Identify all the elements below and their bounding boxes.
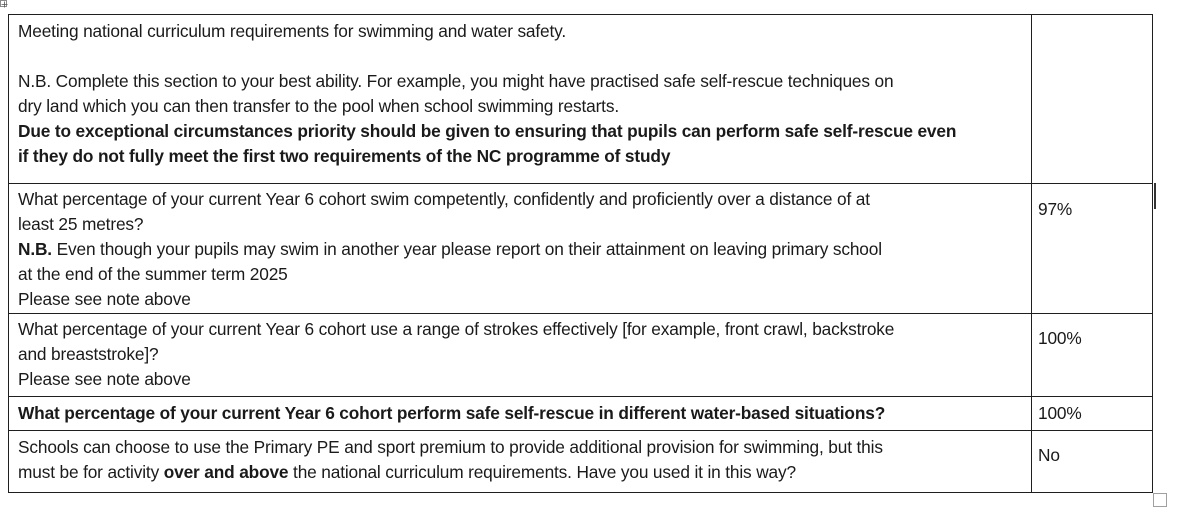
question-line: and breaststroke]? <box>18 344 159 364</box>
table-move-handle[interactable] <box>0 0 7 7</box>
answer-value: 100% <box>1038 328 1082 348</box>
question-line: What percentage of your current Year 6 cohort use a range of strokes effectively [for example, front crawl, backstroke <box>18 319 895 339</box>
answer-cell-empty[interactable] <box>1032 15 1153 184</box>
see-note-line: Please see note above <box>18 289 191 309</box>
answer-value: 100% <box>1038 403 1082 423</box>
see-note-line: Please see note above <box>18 369 191 389</box>
answer-cell-strokes[interactable] <box>1032 314 1153 397</box>
swimming-requirements-table <box>8 14 1153 493</box>
question-cell[interactable] <box>9 15 1032 184</box>
nb-label: N.B. <box>18 239 52 259</box>
column-resize-cursor[interactable] <box>1154 183 1156 209</box>
nb-note-line-1: N.B. Complete this section to your best ability. For example, you might have practised safe self-rescue techniques on <box>18 71 894 91</box>
priority-note-line-2: if they do not fully meet the first two requirements of the NC programme of study <box>18 146 671 166</box>
nb-text: Even though your pupils may swim in another year please report on their attainment on leaving primary school <box>51 239 882 259</box>
text-segment: the national curriculum requirements. Have you used it in this way? <box>288 462 796 482</box>
question-line: least 25 metres? <box>18 214 144 234</box>
move-arrows-icon <box>1 1 8 8</box>
table-row-premium-usage <box>9 431 1153 493</box>
question-line: at the end of the summer term 2025 <box>18 264 288 284</box>
answer-value: 97% <box>1038 199 1073 219</box>
question-cell[interactable] <box>9 397 1032 431</box>
question-cell[interactable] <box>9 431 1032 493</box>
question-line: What percentage of your current Year 6 cohort swim competently, confidently and proficiently over a distance of at <box>18 189 870 209</box>
answer-cell-premium-usage[interactable] <box>1032 431 1153 493</box>
question-cell[interactable] <box>9 314 1032 397</box>
answer-cell-swim-25m[interactable] <box>1032 184 1153 314</box>
answer-value: No <box>1038 445 1060 465</box>
nb-line <box>18 237 1023 262</box>
nb-note-line-2: dry land which you can then transfer to the pool when school swimming restarts. <box>18 96 619 116</box>
table-row-swim-25m <box>9 184 1153 314</box>
blank-line <box>18 44 1023 69</box>
question-line <box>18 460 1023 485</box>
intro-heading: Meeting national curriculum requirements for swimming and water safety. <box>18 21 567 41</box>
text-segment: must be for activity <box>18 462 164 482</box>
table-row-strokes <box>9 314 1153 397</box>
table-resize-handle[interactable] <box>1153 493 1167 507</box>
table-row-self-rescue <box>9 397 1153 431</box>
table-row-intro <box>9 15 1153 184</box>
emphasis-text: over and above <box>163 462 289 482</box>
question-cell[interactable] <box>9 184 1032 314</box>
question-line: What percentage of your current Year 6 cohort perform safe self-rescue in different water-based situations? <box>18 403 886 423</box>
question-line: Schools can choose to use the Primary PE and sport premium to provide additional provision for swimming, but this <box>18 437 883 457</box>
answer-cell-self-rescue[interactable] <box>1032 397 1153 431</box>
priority-note-line-1: Due to exceptional circumstances priority should be given to ensuring that pupils can perform safe self-rescue even <box>18 121 957 141</box>
